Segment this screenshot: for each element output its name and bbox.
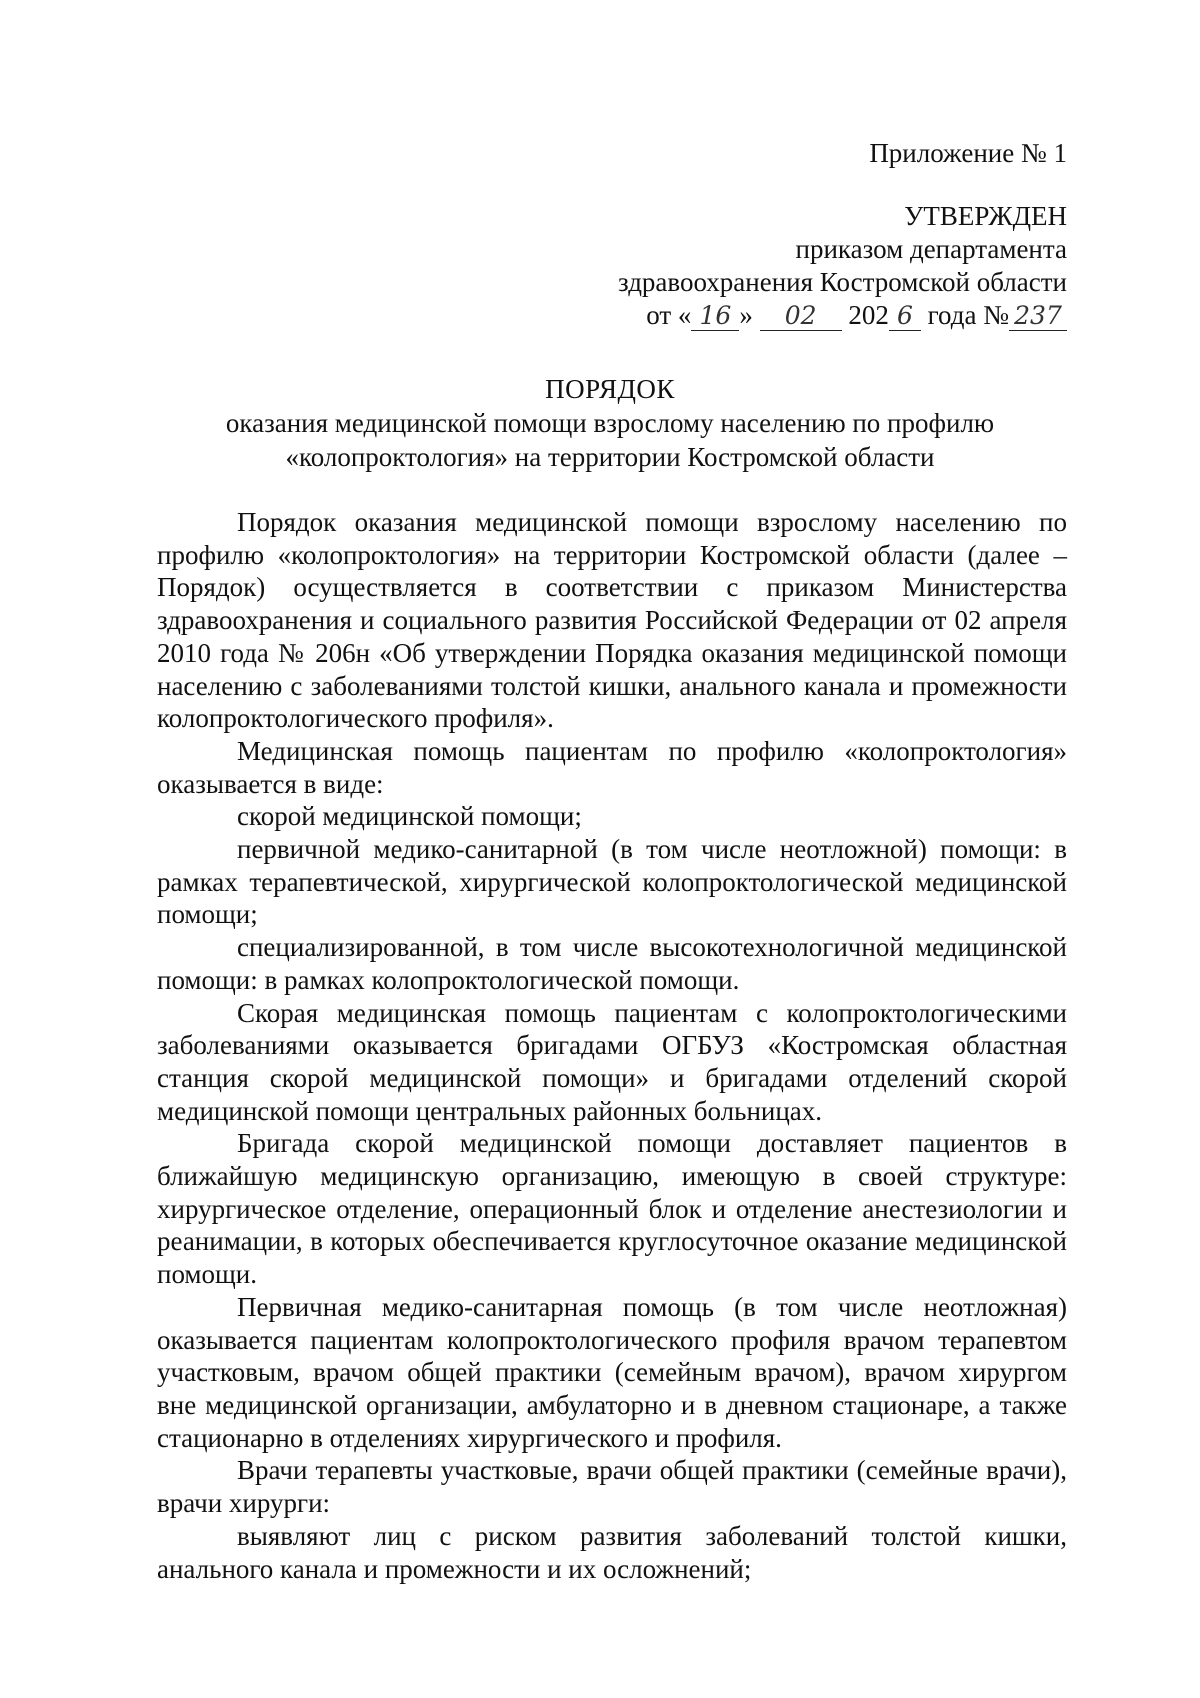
approved-heading: УТВЕРЖДЕН [904,201,1067,231]
paragraph-1: Порядок оказания медицинской помощи взрослому населению по профилю «колопроктология» на территории Костромской области (далее – Порядок) осуществляется в соответствии с приказом Министерства здравоохранения и социального развития Российской Федерации от 02 апреля 2010 года № 206н «Об утверждении Порядка оказания медицинской помощи населению с заболеваниями толстой кишки, анального канала и промежности колопроктологического профиля». [157,507,1067,734]
paragraph-4: Бригада скорой медицинской помощи доставляет пациентов в ближайшую медицинскую организацию, имеющую в своей структуре: хирургическое отделение, операционный блок и отделение анестезиологии и реанимации, в которых обеспечивается круглосуточное оказание медицинской помощи. [157,1128,1067,1290]
appendix-label: Приложение № 1 [869,138,1067,168]
date-year-digit-handwritten: 6 [889,302,921,331]
date-year-suffix: года № [927,300,1009,330]
date-month-handwritten: 02 [760,302,842,331]
approved-by-line-1: приказом департамента [795,234,1067,264]
title-line-1: оказания медицинской помощи взрослому населению по профилю [225,408,995,438]
order-date-line [618,299,1067,332]
list-item-3: специализированной, в том числе высокотехнологичной медицинской помощи: в рамках колопроктологической помощи. [157,932,1067,995]
list-item-1: скорой медицинской помощи; [237,801,582,832]
order-number-handwritten: 237 [1009,302,1067,331]
title-main: ПОРЯДОК [545,374,675,404]
document-body [157,506,1067,1585]
date-close-quote: » [739,300,753,330]
date-day-handwritten: 16 [691,302,739,331]
title-line-2: «колопроктология» на территории Костромской области [285,442,935,472]
date-year-prefix: 202 [848,300,889,330]
list-item-4: выявляют лиц с риском развития заболеваний толстой кишки, анального канала и промежности и их осложнений; [157,1520,1067,1584]
paragraph-6: Врачи терапевты участковые, врачи общей практики (семейные врачи), врачи хирурги: [157,1455,1067,1519]
approval-block [618,200,1067,332]
paragraph-3: Скорая медицинская помощь пациентам с колопроктологическими заболеваниями оказывается бригадами ОГБУЗ «Костромская областная станция скорой медицинской помощи» и бригадами отделений скорой медицинской помощи центральных районных больницах. [157,997,1067,1126]
approved-by-line-2: здравоохранения Костромской области [618,267,1067,297]
paragraph-2: Медицинская помощь пациентам по профилю «колопроктология» оказывается в виде: [157,735,1067,799]
paragraph-5: Первичная медико-санитарная помощь (в том числе неотложная) оказывается пациентам колопроктологического профиля врачом терапевтом участковым, врачом общей практики (семейным врачом), врачом хирургом вне медицинской организации, амбулаторно и в дневном стационаре, а также стационарно в отделениях хирургического и профиля. [157,1291,1067,1453]
date-prefix: от « [646,300,692,330]
document-title [150,372,1070,474]
list-item-2: первичной медико-санитарной (в том числе неотложной) помощи: в рамках терапевтической, хирургической колопроктологической медицинской помощи; [157,834,1067,930]
